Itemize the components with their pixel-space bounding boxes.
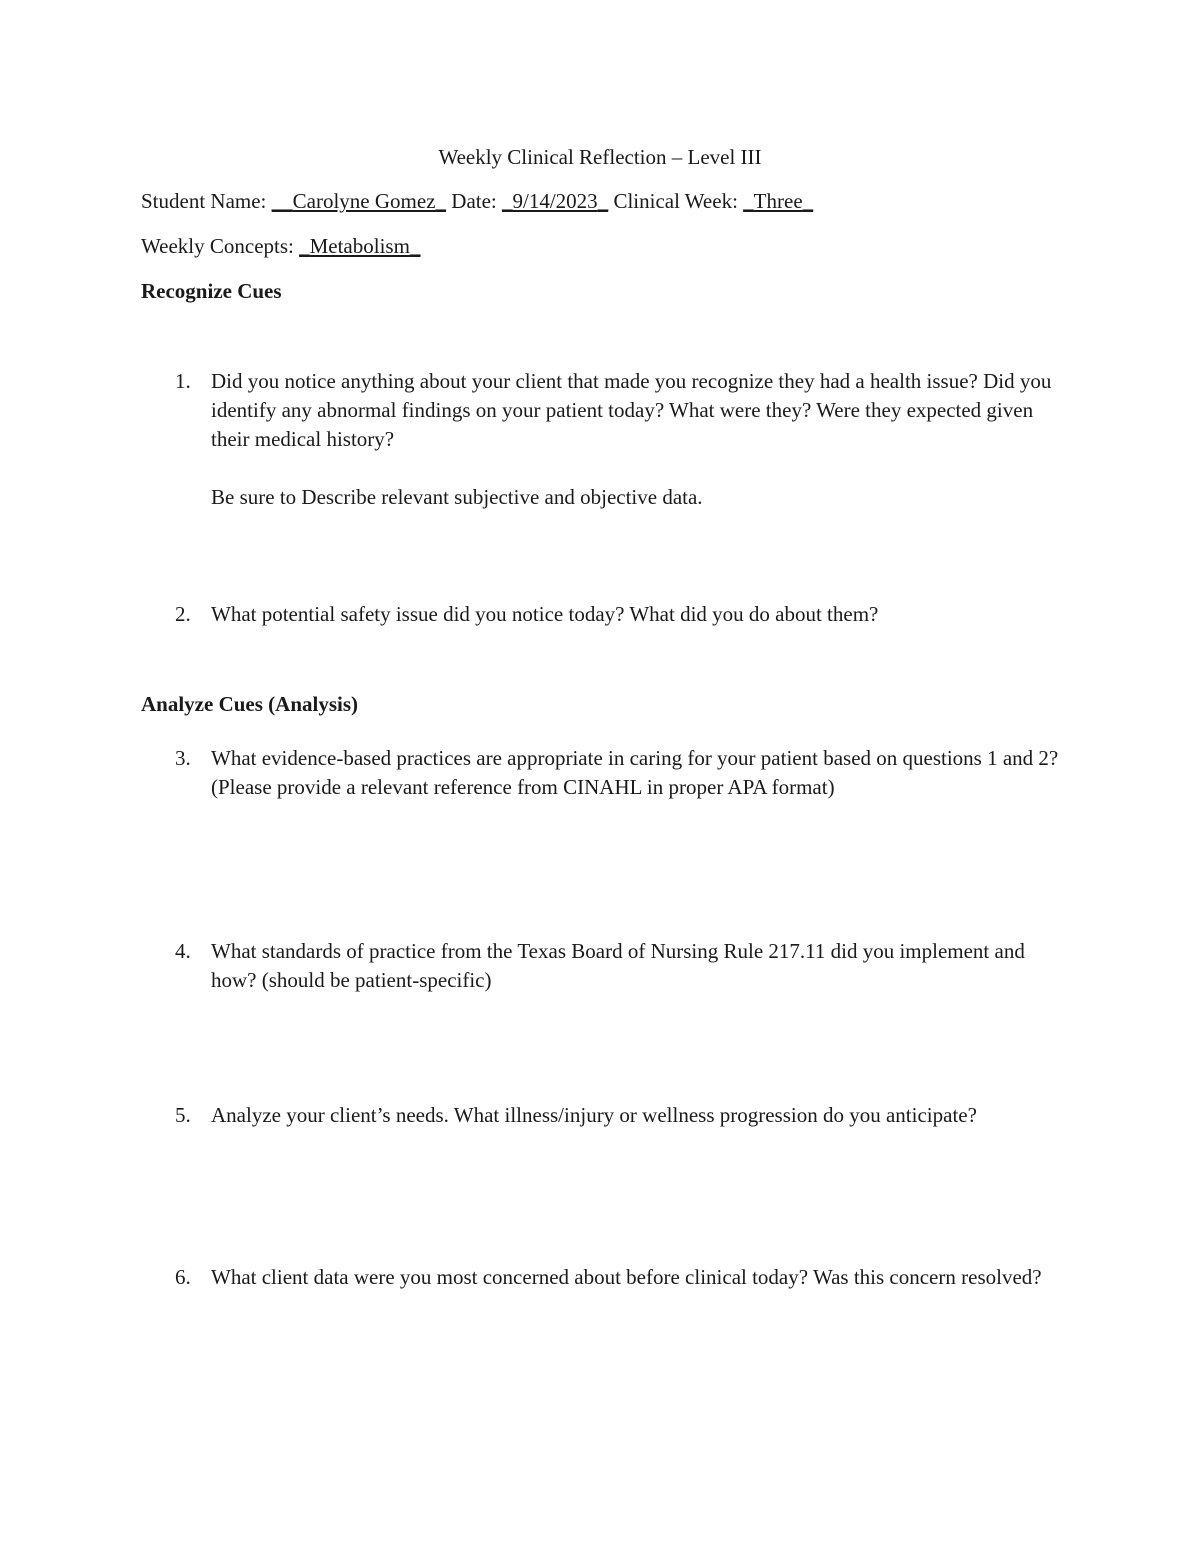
document-title: Weekly Clinical Reflection – Level III [438,145,762,169]
question-note: Be sure to Describe relevant subjective and objective data. [211,485,703,509]
question-4 [141,937,1061,995]
question-6 [141,1263,1061,1292]
question-5 [141,1101,1061,1130]
question-number: 3. [175,746,191,770]
student-info-line [141,187,813,216]
student-name-value [272,189,446,213]
concepts-prefix: _ [299,234,310,258]
student-name-prefix: __ [271,189,293,213]
date-prefix: _ [502,189,513,213]
date-suffix: _ [597,189,609,213]
question-2 [141,600,1061,629]
question-text: Analyze your client’s needs. What illness/injury or wellness progression do you anticipate? [211,1103,977,1127]
question-number: 5. [175,1103,191,1127]
week-suffix: _ [802,189,814,213]
concepts-text: Metabolism [309,234,410,258]
question-text: What standards of practice from the Texas Board of Nursing Rule 217.11 did you implement and how? (should be patient-specific) [211,939,1025,992]
question-text: Did you notice anything about your client that made you recognize they had a health issue? Did you identify any abnormal findings on your patient today? What were they? Were they expected given their medical history? [211,369,1052,451]
clinical-week-value [743,189,813,213]
weekly-concepts-line [141,232,420,261]
question-3 [141,744,1061,802]
student-name-label: Student Name: [141,189,272,213]
concepts-suffix: _ [409,234,421,258]
week-prefix: _ [743,189,754,213]
question-text: What potential safety issue did you notice today? What did you do about them? [211,602,879,626]
week-text: Three [753,189,803,213]
question-text: What evidence-based practices are appropriate in caring for your patient based on questions 1 and 2? (Please provide a relevant reference from CINAHL in proper APA format) [211,746,1059,799]
section-heading-analyze-cues: Analyze Cues (Analysis) [141,692,359,716]
date-label: Date: [446,189,503,213]
weekly-concepts-label: Weekly Concepts: [141,234,300,258]
date-text: 9/14/2023 [512,189,598,213]
clinical-week-label: Clinical Week: [608,189,744,213]
date-value [502,189,608,213]
question-number: 1. [175,369,191,393]
student-name-suffix: _ [435,189,447,213]
weekly-concepts-value [299,234,420,258]
section-heading-recognize-cues: Recognize Cues [141,279,282,303]
question-number: 6. [175,1265,191,1289]
question-number: 4. [175,939,191,963]
question-text: What client data were you most concerned about before clinical today? Was this concern resolved? [211,1265,1042,1289]
question-number: 2. [175,602,191,626]
question-1 [141,367,1061,512]
student-name-text: Carolyne Gomez [292,189,436,213]
